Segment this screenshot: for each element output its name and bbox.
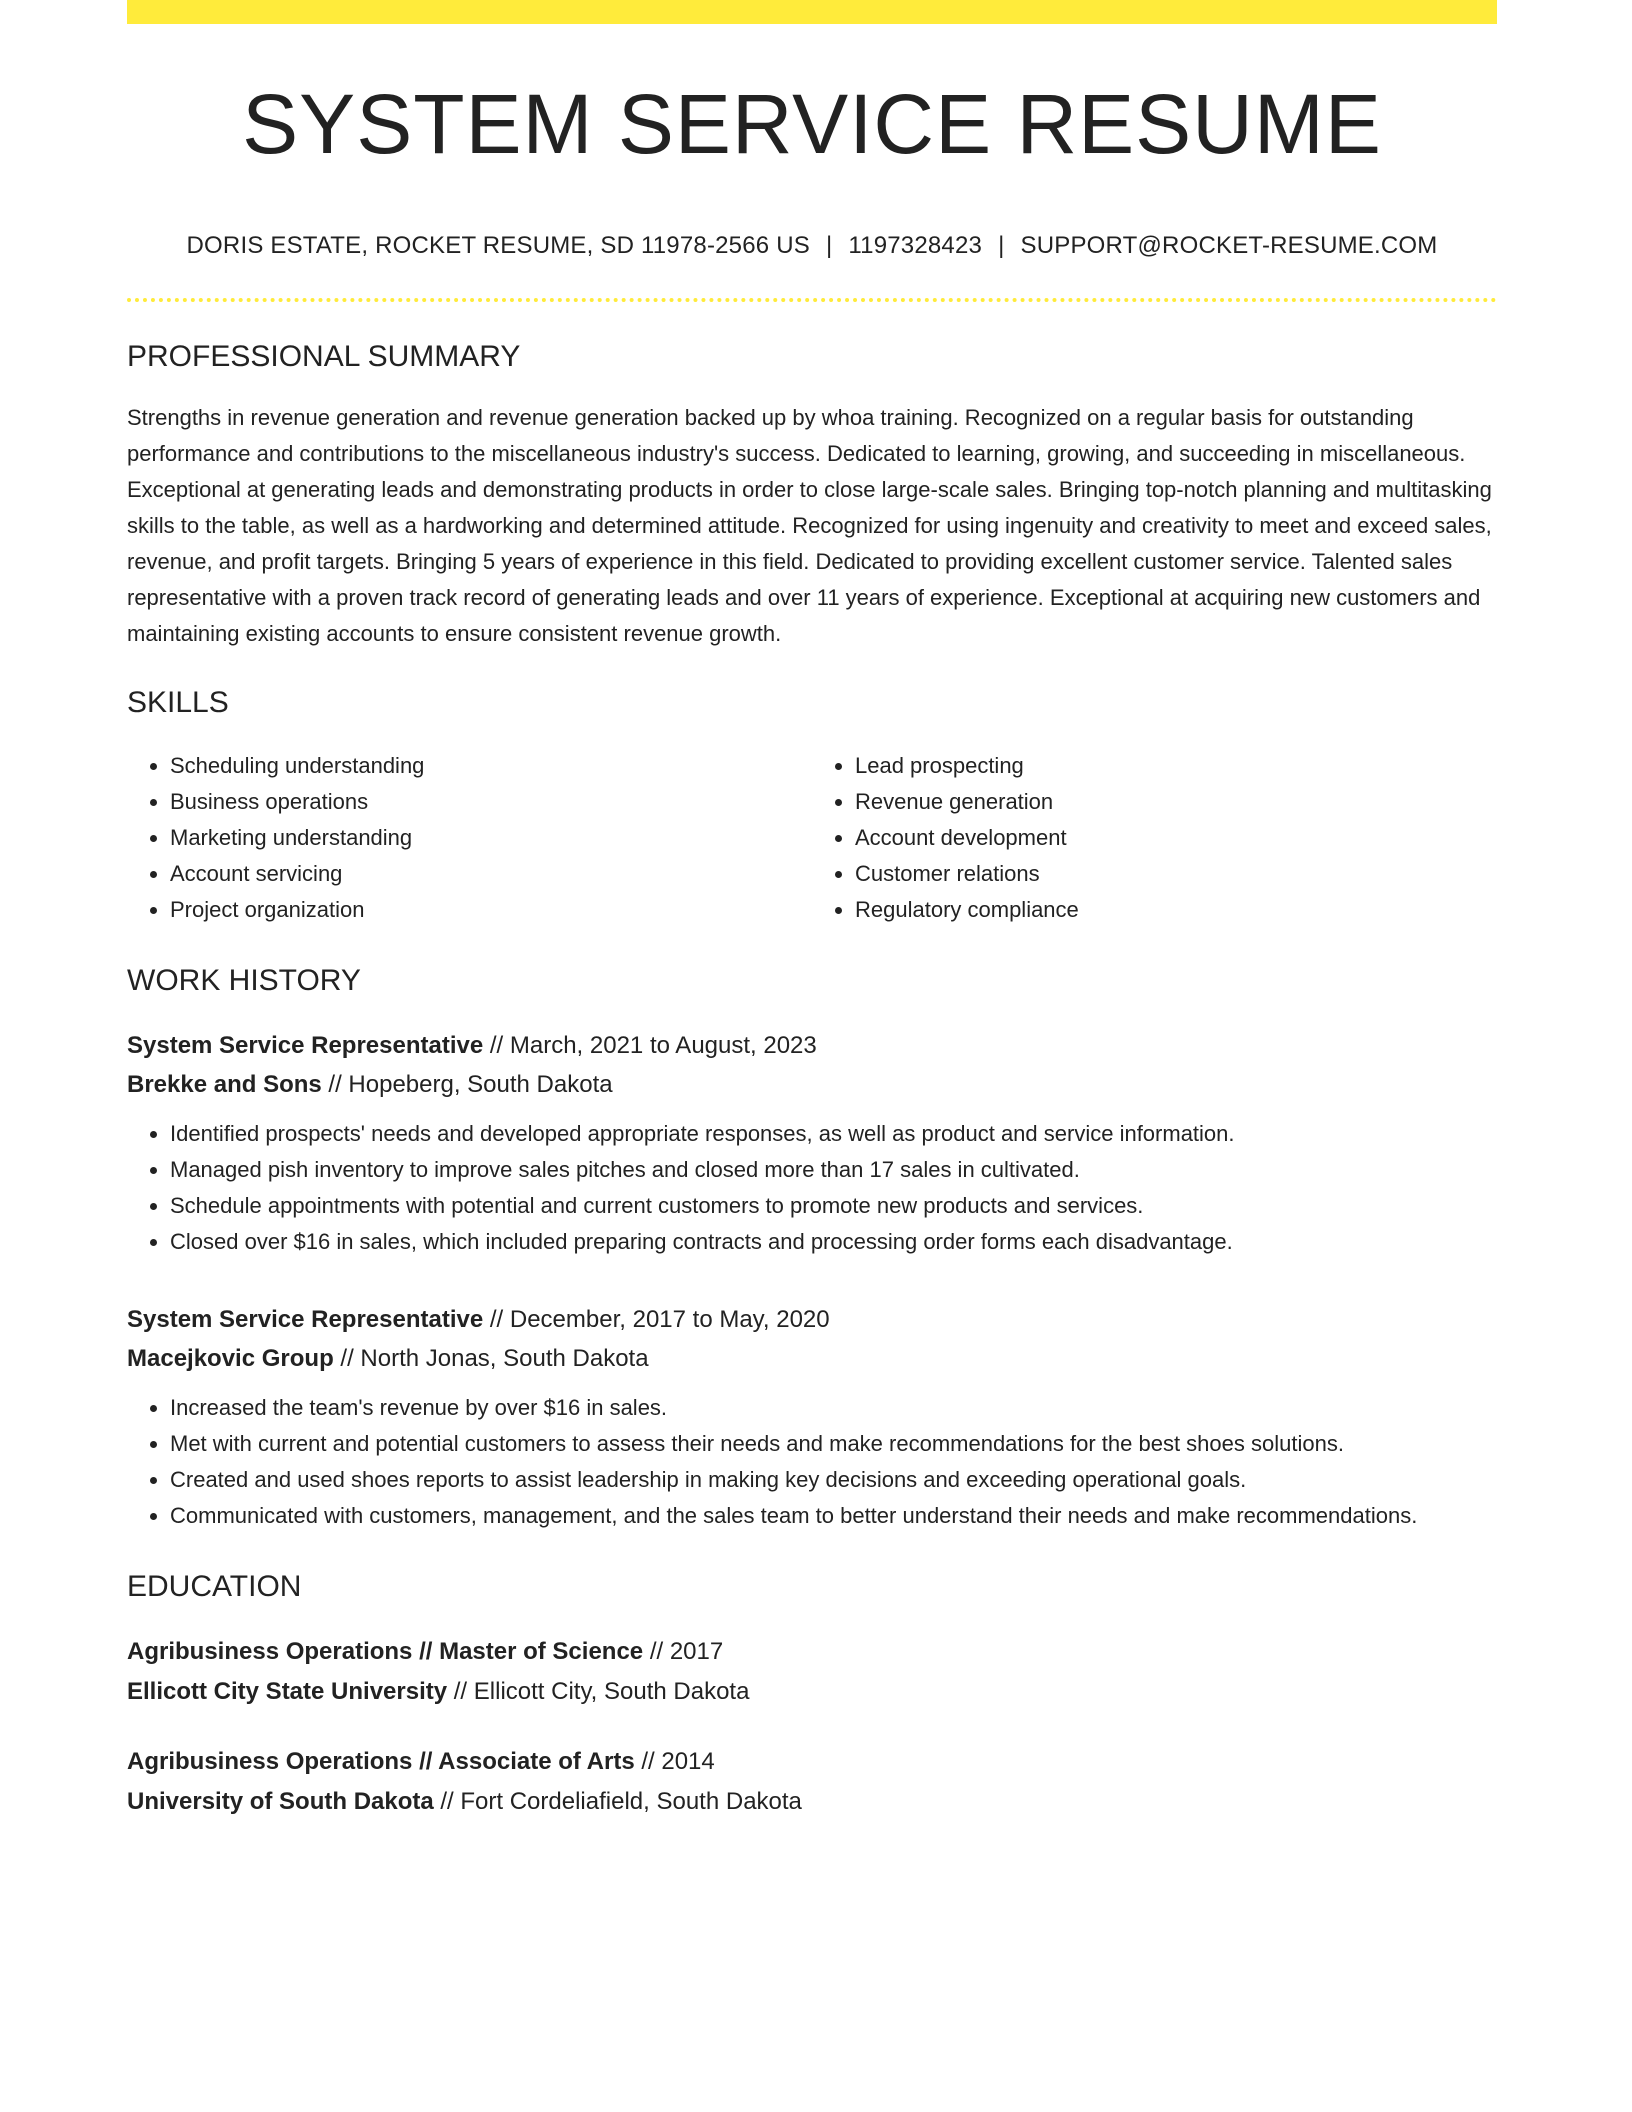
skill-item: • Project organization <box>170 892 812 928</box>
top-accent-bar <box>127 0 1497 24</box>
job-bullet: • Met with current and potential customers to assess their needs and make recommendations for the best shoes solutions. <box>170 1426 1497 1462</box>
skill-item: • Revenue generation <box>855 784 1497 820</box>
skill-item: • Regulatory compliance <box>855 892 1497 928</box>
skill-item: • Account servicing <box>170 856 812 892</box>
work-history-heading: WORK HISTORY <box>127 964 361 997</box>
contact-email: SUPPORT@ROCKET-RESUME.COM <box>1020 232 1438 259</box>
contact-address: DORIS ESTATE, ROCKET RESUME, SD 11978-2566 US <box>186 232 810 259</box>
skills-column-right <box>812 748 1497 928</box>
summary-text: Strengths in revenue generation and revenue generation backed up by whoa training. Recognized on a regular basis for outstanding performance and contributions to the miscellaneous industry's success. Dedicated to learning, growing, and succeeding in miscellaneous. Exceptional at generating leads and demonstrating products in order to close large-scale sales. Bringing top-notch planning and multitasking skills to the table, as well as a hardworking and determined attitude. Recognized for using ingenuity and creativity to meet and exceed sales, revenue, and profit targets. Bringing 5 years of experience in this field. Dedicated to providing excellent customer service. Talented sales representative with a proven track record of generating leads and over 11 years of experience. Exceptional at acquiring new customers and maintaining existing accounts to ensure consistent revenue growth. <box>127 405 1492 646</box>
edu-degree: Agribusiness Operations // Master of Science <box>127 1638 644 1665</box>
job-role: System Service Representative <box>127 1306 484 1333</box>
resume-page <box>127 0 1497 1822</box>
contact-separator: | <box>825 232 833 259</box>
edu-degree: Agribusiness Operations // Associate of Arts <box>127 1748 635 1775</box>
edu-degree-line <box>127 1742 1497 1782</box>
edu-year: // 2014 <box>634 1748 715 1775</box>
job-bullets <box>127 1116 1497 1260</box>
job-entry <box>127 1026 1497 1260</box>
job-bullet: • Closed over $16 in sales, which included preparing contracts and processing order forms each disadvantage. <box>170 1224 1497 1260</box>
edu-degree-line <box>127 1632 1497 1672</box>
job-location: // Hopeberg, South Dakota <box>321 1071 613 1098</box>
job-company-line <box>127 1339 1497 1378</box>
education-entry <box>127 1632 1497 1712</box>
job-entry <box>127 1300 1497 1534</box>
job-role: System Service Representative <box>127 1032 484 1059</box>
skill-item: • Scheduling understanding <box>170 748 812 784</box>
skills-list <box>127 748 1497 928</box>
job-bullet: • Communicated with customers, management, and the sales team to better understand their needs and make recommendations. <box>170 1498 1497 1534</box>
edu-school: Ellicott City State University <box>127 1678 448 1705</box>
contact-separator: | <box>998 232 1005 259</box>
skill-item: • Business operations <box>170 784 812 820</box>
summary-heading: PROFESSIONAL SUMMARY <box>127 340 521 373</box>
job-bullet: • Schedule appointments with potential and current customers to promote new products and services. <box>170 1188 1497 1224</box>
job-company: Macejkovic Group <box>127 1345 334 1372</box>
skill-item: • Account development <box>855 820 1497 856</box>
skills-heading: SKILLS <box>127 686 229 719</box>
job-bullet: • Created and used shoes reports to assist leadership in making key decisions and exceeding operational goals. <box>170 1462 1497 1498</box>
education-entry <box>127 1742 1497 1822</box>
edu-school-line <box>127 1782 1497 1822</box>
contact-phone: 1197328423 <box>848 232 983 259</box>
job-bullet: • Increased the team's revenue by over $16 in sales. <box>170 1390 1497 1426</box>
edu-year: // 2017 <box>643 1638 724 1665</box>
job-dates: // March, 2021 to August, 2023 <box>483 1032 817 1059</box>
skill-item: • Lead prospecting <box>855 748 1497 784</box>
job-company: Brekke and Sons <box>127 1071 322 1098</box>
job-bullet: • Managed pish inventory to improve sales pitches and closed more than 17 sales in cultivated. <box>170 1152 1497 1188</box>
job-location: // North Jonas, South Dakota <box>333 1345 649 1372</box>
job-role-line <box>127 1026 1497 1065</box>
skills-column-left <box>127 748 812 928</box>
job-dates: // December, 2017 to May, 2020 <box>483 1306 830 1333</box>
skill-item: • Customer relations <box>855 856 1497 892</box>
job-company-line <box>127 1065 1497 1104</box>
job-bullet: • Identified prospects' needs and developed appropriate responses, as well as product and service information. <box>170 1116 1497 1152</box>
skill-item: • Marketing understanding <box>170 820 812 856</box>
education-heading: EDUCATION <box>127 1570 302 1603</box>
edu-school-line <box>127 1672 1497 1712</box>
dotted-divider <box>127 298 1497 302</box>
edu-school: University of South Dakota <box>127 1788 434 1815</box>
job-bullets <box>127 1390 1497 1534</box>
job-role-line <box>127 1300 1497 1339</box>
contact-line <box>127 234 1497 258</box>
resume-title: SYSTEM SERVICE RESUME <box>242 77 1382 171</box>
edu-location: // Ellicott City, South Dakota <box>447 1678 750 1705</box>
edu-location: // Fort Cordeliafield, South Dakota <box>433 1788 802 1815</box>
